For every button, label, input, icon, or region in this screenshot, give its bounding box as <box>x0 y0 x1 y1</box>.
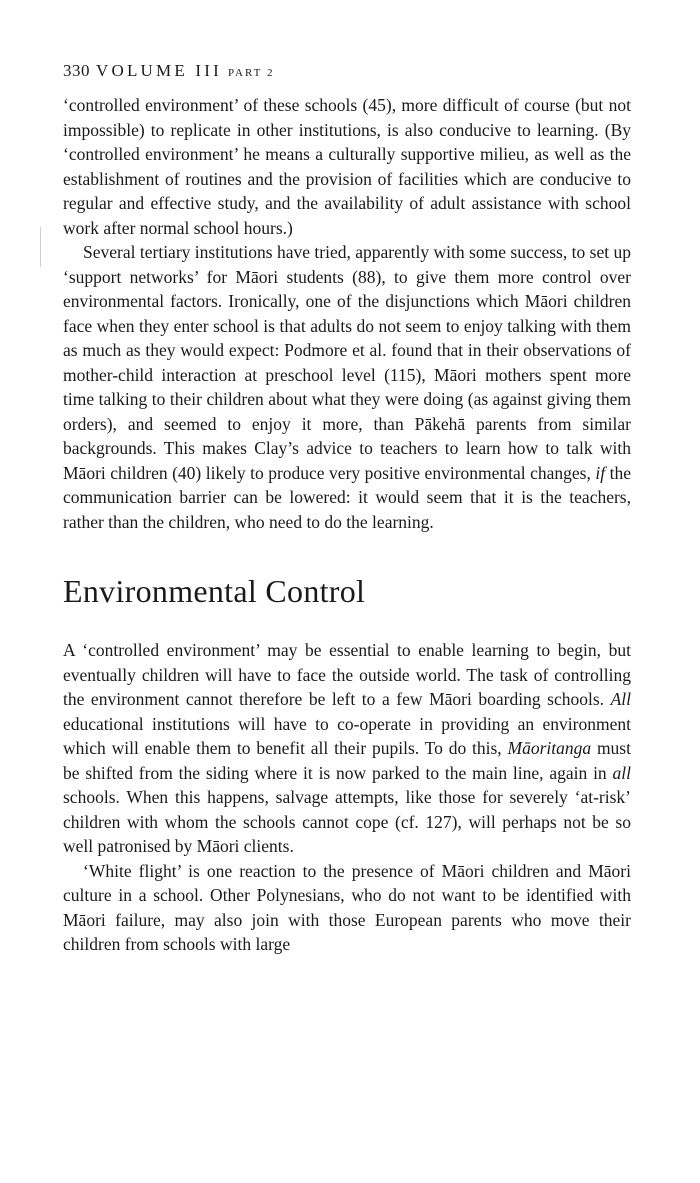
body-paragraph-4 <box>63 859 631 957</box>
body-paragraph-1 <box>63 93 631 240</box>
paragraph-text: ‘White flight’ is one reaction to the presence of Māori children and Māori culture in a school. Other Polynesians, who do not want to be identified with Māori failure, may also join with those European parents who move their children from schools with large <box>63 860 631 954</box>
body-paragraph-2 <box>63 240 631 534</box>
emphasis-text: Māoritanga <box>507 738 592 758</box>
paragraph-text: Several tertiary institutions have tried, apparently with some success, to set up ‘support networks’ for Māori students (88), to give them more control over environmental factors. Ironically, one of the disjunctions which Māori children face when they enter school is that adults do not seem to enjoy talking with them as much as they would expect: Podmore et al. found that in their observations of mother-child interaction at preschool level (115), Māori mothers spent more time talking to their children about what they were doing (as against giving them orders), and seemed to enjoy it more, than Pākehā parents from similar backgrounds. This makes Clay’s advice to teachers to learn how to talk with Māori children (40) likely to produce very positive environmental changes, <box>63 242 631 483</box>
emphasis-text: All <box>610 689 631 709</box>
paragraph-text: A ‘controlled environment’ may be essential to enable learning to begin, but eventually children will have to face the outside world. The task of controlling the environment cannot therefore be left to a few Māori boarding schools. <box>63 640 631 709</box>
paragraph-text: educational institutions will have to co-operate in providing an environment which will enable them to benefit all their pupils. To do this, <box>63 713 631 758</box>
paragraph-text: ‘controlled environment’ of these schools (45), more difficult of course (but not impossible) to replicate in other institutions, is also conducive to learning. (By ‘controlled environment’ he means a culturally supportive milieu, as well as the establishment of routines and the provision of facilities which are conducive to regular and effective study, and the availability of adult assistance with school work after normal school hours.) <box>63 95 631 238</box>
margin-rule <box>40 227 41 267</box>
paragraph-text: must be shifted from the siding where it is now parked to the main line, again in <box>63 738 631 783</box>
body-paragraph-3 <box>63 638 631 859</box>
emphasis-text: if <box>595 462 606 483</box>
book-page <box>63 60 631 957</box>
running-head <box>63 60 631 84</box>
part-label: PART 2 <box>227 67 275 79</box>
emphasis-text: all <box>612 762 631 783</box>
page-number: 330 <box>63 61 90 80</box>
paragraph-text: the communication barrier can be lowered: it would seem that it is the teachers, rather than the children, who need to do the learning. <box>63 462 631 532</box>
volume-label: VOLUME III <box>96 61 222 80</box>
section-heading: Environmental Control <box>63 573 366 609</box>
paragraph-text: schools. When this happens, salvage attempts, like those for severely ‘at-risk’ children with whom the schools cannot cope (cf. 127), will perhaps not be so well patronised by Māori clients. <box>63 787 631 856</box>
